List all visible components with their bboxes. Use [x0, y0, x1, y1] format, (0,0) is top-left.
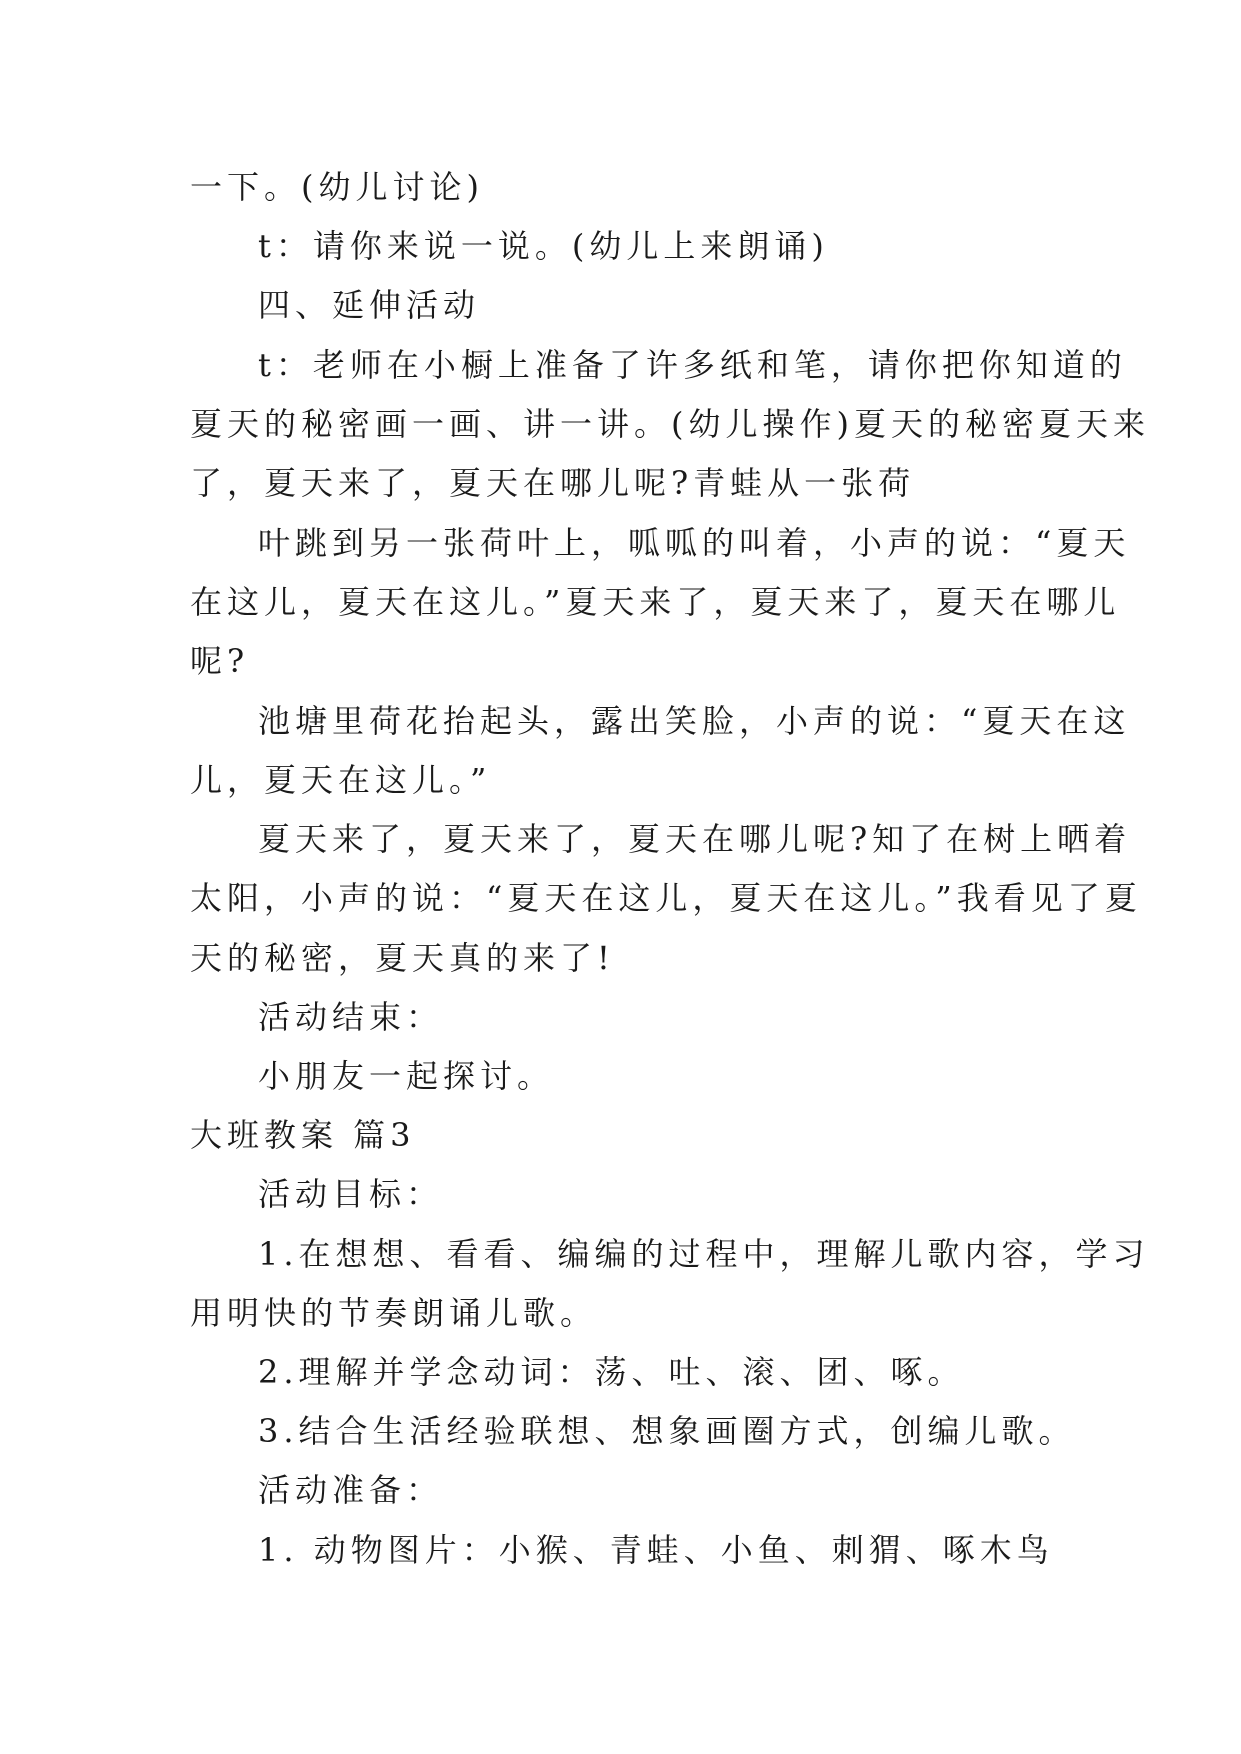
list-item: 2.理解并学念动词：荡、吐、滚、团、啄。: [258, 1353, 965, 1391]
section-heading: 活动准备：: [258, 1471, 444, 1509]
text-line: 了，夏天来了，夏天在哪儿呢?青蛙从一张荷: [190, 464, 916, 502]
text-line: 一下。(幼儿讨论): [190, 168, 484, 206]
list-item: 1.在想想、看看、编编的过程中，理解儿歌内容，学习: [258, 1235, 1150, 1273]
text-line: 夏天的秘密画一画、讲一讲。(幼儿操作)夏天的秘密夏天来: [190, 405, 1150, 443]
text-line: 叶跳到另一张荷叶上，呱呱的叫着，小声的说：“夏天: [258, 524, 1131, 562]
text-line: 池塘里荷花抬起头，露出笑脸，小声的说：“夏天在这: [258, 702, 1131, 740]
text-line: t：请你来说一说。(幼儿上来朗诵): [258, 227, 829, 265]
list-item: 3.结合生活经验联想、想象画圈方式，创编儿歌。: [258, 1412, 1076, 1450]
text-line: 夏天来了，夏天来了，夏天在哪儿呢?知了在树上晒着: [258, 820, 1132, 858]
text-line: 小朋友一起探讨。: [258, 1057, 555, 1095]
lesson-title: 大班教案 篇3: [190, 1116, 416, 1154]
text-line: 儿，夏天在这儿。”: [190, 761, 492, 799]
text-line: 用明快的节奏朗诵儿歌。: [190, 1294, 598, 1332]
list-item: 1. 动物图片：小猴、青蛙、小鱼、刺猬、啄木鸟: [258, 1531, 1054, 1569]
text-line: 在这儿，夏天在这儿。”夏天来了，夏天来了，夏天在哪儿: [190, 583, 1121, 621]
text-line: 天的秘密，夏天真的来了!: [190, 939, 615, 977]
text-line: 太阳，小声的说：“夏天在这儿，夏天在这儿。”我看见了夏: [190, 879, 1142, 917]
section-heading: 四、延伸活动: [258, 286, 481, 324]
section-heading: 活动目标：: [258, 1175, 444, 1213]
text-line: t：老师在小橱上准备了许多纸和笔，请你把你知道的: [258, 346, 1127, 384]
text-line: 呢?: [190, 642, 250, 680]
section-heading: 活动结束：: [258, 998, 444, 1036]
